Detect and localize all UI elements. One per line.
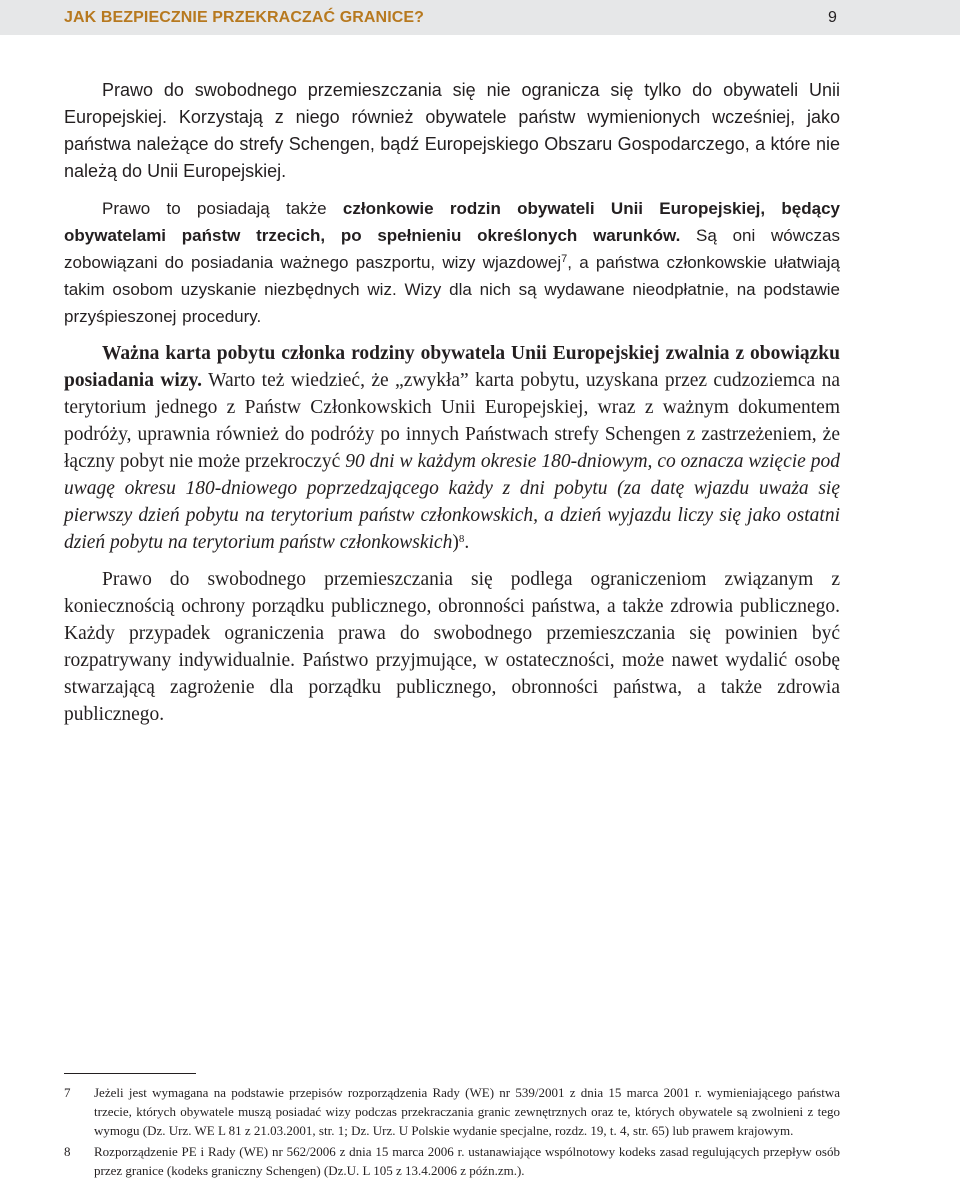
paragraph-2-mid: Są oni wówczas zobowiązani do posiadania ważnego paszportu, wizy wjazdowej xyxy=(64,226,840,272)
paragraph-2-lead: Prawo to posiadają także xyxy=(102,199,343,218)
chapter-title: JAK BEZPIECZNIE PRZEKRACZAĆ GRANICE? xyxy=(64,9,425,26)
footnote-text: Rozporządzenie PE i Rady (WE) nr 562/2006 z dnia 15 marca 2006 r. ustanawiające wspólnotowy kodeks zasad regulujących przepływ osób przez granice (kodeks graniczny Schengen) (Dz.U. L 105 z 13.4.2006 z późn.zm.). xyxy=(94,1144,840,1178)
page-number: 9 xyxy=(828,9,837,26)
paragraph-3 xyxy=(64,340,840,556)
paragraph-3-text: Warto też wiedzieć, że „zwykła” karta pobytu, uzyskana przez cudzoziemca na terytorium jednego z Państw Członkowskich Unii Europejskiej, wraz z ważnym dokumentem podróży, uprawnia również do podróży po innych Państwach strefy Schengen z zastrzeżeniem, że łączny pobyt nie może przekroczyć xyxy=(64,370,840,472)
footnote-text: Jeżeli jest wymagana na podstawie przepisów rozporządzenia Rady (WE) nr 539/2001 z dnia 15 marca 2001 r. wymieniającego państwa trzecie, których obywatele muszą posiadać wizy podczas przekraczania granic zewnętrznych oraz te, których obywatele są zwolnieni z tego wymogu (Dz. Urz. WE L 81 z 21.03.2001, str. 1; Dz. Urz. U Polskie wydanie specjalne, rozdz. 19, t. 4, str. 65) lub prawem krajowym. xyxy=(94,1085,840,1138)
footnote-7 xyxy=(64,1083,840,1140)
paragraph-3-italic: 90 dni w każdym okresie 180-dniowym, co oznacza wzięcie pod uwagę okresu 180-dniowego poprzedzającego każdy z dni pobytu (za datę wjazdu uważa się pierwszy dzień pobytu na terytorium państw członkowskich, a dzień wyjazdu liczy się jako ostatni dzień pobytu na terytorium państw członkowskich xyxy=(64,451,840,553)
paragraph-2 xyxy=(64,195,840,330)
paragraph-3-close: ) xyxy=(452,532,459,553)
footnotes xyxy=(64,1083,840,1182)
footnote-ref-7: 7 xyxy=(561,253,568,265)
paragraph-3-bold: Ważna karta pobytu członka rodziny obywatela Unii Europejskiej zwalnia z obowiązku posiadania wizy. xyxy=(64,343,840,391)
footnote-number: 8 xyxy=(64,1144,71,1159)
footnote-8 xyxy=(64,1142,840,1180)
paragraph-2-bold: członkowie rodzin obywateli Unii Europejskiej, będący obywatelami państw trzecich, po spełnieniu określonych warunków. xyxy=(64,199,840,245)
paragraph-1: Prawo do swobodnego przemieszczania się nie ogranicza się tylko do obywateli Unii Europejskiej. Korzystają z niego również obywatele państw wymienionych wcześniej, jako państwa należące do strefy Schengen, bądź Europejskiego Obszaru Gospodarczego, a które nie należą do Unii Europejskiej. xyxy=(64,80,840,181)
main-text xyxy=(64,77,840,738)
footnote-separator xyxy=(64,1073,196,1074)
running-header xyxy=(0,0,960,35)
paragraph-3-end: . xyxy=(464,532,470,553)
paragraph-4: Prawo do swobodnego przemieszczania się podlega ograniczeniom związanym z koniecznością ochrony porządku publicznego, obronności państwa, a także zdrowia publicznego. Każdy przypadek ograniczenia prawa do swobodnego przemieszczania się powinien być rozpatrywany indywidualnie. Państwo przyjmujące, w ostateczności, może nawet wydalić osobę stwarzającą zagrożenie dla porządku publicznego, obronności państwa, a także zdrowia publicznego. xyxy=(64,569,840,725)
footnote-number: 7 xyxy=(64,1085,71,1100)
footnote-ref-8: 8 xyxy=(458,533,465,545)
paragraph-2-end: , a państwa członkowskie ułatwiają takim osobom uzyskanie niezbędnych wiz. Wizy dla nich są wydawane nieodpłatnie, na podstawie przyśpieszonej procedury. xyxy=(64,253,840,326)
